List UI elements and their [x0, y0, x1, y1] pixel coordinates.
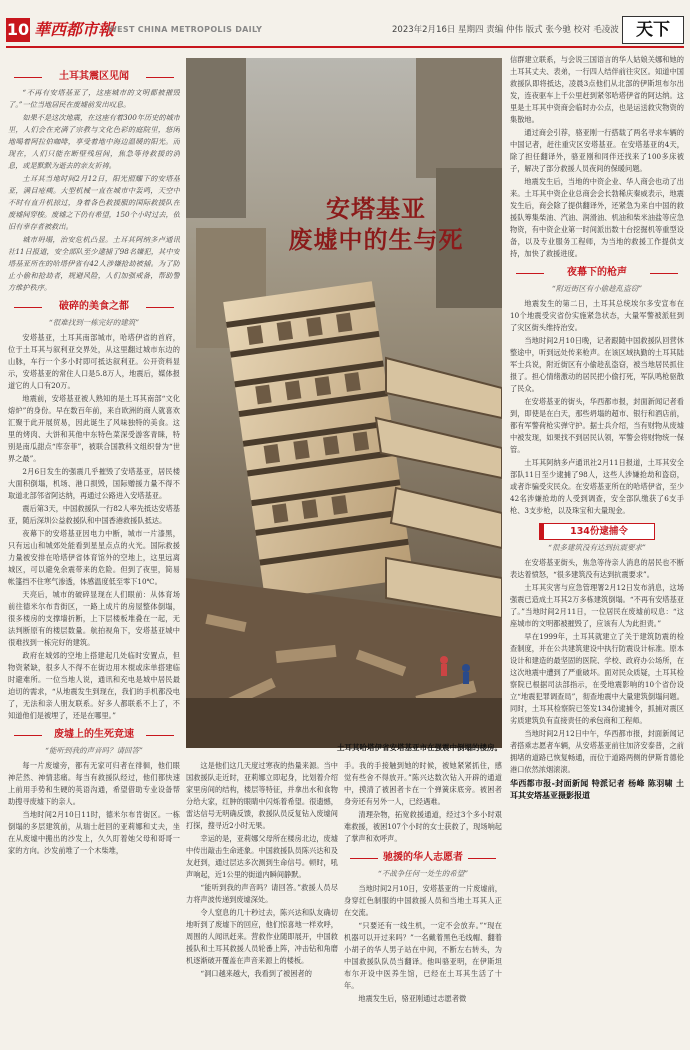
paragraph: 在安塔基亚街头，焦急等待亲人消息的居民也不断表达着愤怒，“很多建筑没有达到抗震要求”。 [510, 558, 684, 579]
paragraph: 震后第3天，中国救援队一行82人率先抵达安塔基亚，随后深圳公益救援队和中国香港救援队抵达。 [8, 504, 180, 525]
section-subtitle: “附近街区有小偷趁乱盗窃” [551, 284, 643, 293]
page-number: 10 [6, 18, 30, 42]
section-title-gunshots: 夜幕下的枪声 [510, 266, 684, 280]
section-title-arrest-warrants: 134份逮捕令 [539, 523, 655, 540]
section-subtitle: “不战争任何一处生的希望” [377, 869, 469, 878]
paragraph: 信群建立联系，与会说三国语言的华人姑娘关娜和她的土耳其丈夫、表弟，一行四人结伴前往灾区。知道中国救援队即将抵达，凌晨3点他们从北部的伊斯坦布尔出发，连夜驱车上千公里赶到紧邻哈塔伊省的阿达纳。这里是土耳其中资商会临时办公点，也是运送救灾物资的集散地。 [510, 55, 684, 124]
paragraph: 如果不是这次地震，在这座有着300年历史的城市里，人们会在充满了宗教与文化色彩的庭院里，悠闲地喝着阿拉伯咖啡，享受着地中海边温暖的阳光。而现在，人们只能在断壁残垣间，焦急等待救援的消息，或是默默为逝去的亲友祈祷。 [8, 113, 180, 170]
header-divider [6, 46, 684, 48]
column-left [8, 54, 180, 1044]
photo-headline [258, 194, 494, 256]
paragraph: 当地时间2月10日11时，德米尔布肯街区。一栋倒塌的多层建筑前，从瑞士赶回的亚莉娜和丈夫，坐在从废墟中搬出的沙发上，久久盯着她父母和哥哥一家的方向。沙发前堆了一个木柴堆， [8, 810, 180, 855]
paragraph: 土耳其灾害与应急管理署2月12日发布消息，这场强震已造成土耳其2万多栋建筑倒塌。“不再有安塔基亚了。”当地时间2月11日，一位居民在废墟前叹息：“这座城市的文明都被摧毁了，应该有人为此担责。” [510, 583, 684, 628]
paragraph: 土耳其当地时间2月12日，阳光照耀下的安塔基亚，满目疮痍。大型机械一直在城市中轰鸣，天空中不时有直升机掠过，身着各色救援服的国际救援队在废墟间穿梭。废墟之下仍有希望，150个小时过去，依旧有幸存者被救出。 [8, 174, 180, 231]
rubble-illustration [186, 58, 502, 748]
headline-line-2: 废墟中的生与死 [288, 226, 464, 254]
section-title-race: 废墟上的生死竞速 [8, 728, 180, 742]
paragraph: 地震发生的第二日，土耳其总统埃尔多安宣布在10个地震受灾省份实施紧急状态，大量军警被派驻到了灾区街头维持治安。 [510, 299, 684, 332]
paragraph: “不再有安塔基亚了，这座城市的文明都被摧毁了。”一位当地居民在废墟前发出叹息。 [8, 88, 180, 109]
paragraph: 安塔基亚，土耳其南部城市，哈塔伊省的首府，位于土耳其与叙利亚交界处，从这里翻过城市东边的山脉，车行一个多小时即可抵达叙利亚。公开资料显示，安塔基亚的常住人口是5.8万人，地震后，媒体报道它的人口有20万。 [8, 333, 180, 390]
headline-line-1: 安塔基亚 [326, 195, 426, 223]
paragraph: 在安塔基亚的街头，华西都市报，封面新闻记者看到，即使是在白天，那些坍塌的超市、银行和酒店前，都有军警荷枪实弹守护。据士兵介绍，当有财物从废墟中被发现，如果找不到居民认领，军警会将财物统一保管。 [510, 397, 684, 454]
section-title-volunteers: 驰援的华人志愿者 [344, 851, 502, 865]
paragraph: 这是他们这几天度过寒夜的热量来源。当中国救援队走近时，亚莉娜立即起身，比划着介绍家里房间的结构，楼层等特征，并拿出水和食物分给大家，红肿的眼睛中闪烁着希望。很遗憾，雷达信号无明确反馈，救援队员反复钻入废墟间打探，搜寻近2小时无果。 [186, 761, 338, 830]
paragraph: 城市坍塌，治安危机凸显。土耳其阿纳多卢通讯社11日报道，安全部队至少逮捕了98名嫌犯，其中安塔基亚所在的哈塔伊省有42人涉嫌抢劫被捕。为了防止小偷和抢劫者，规避风险，人们加强戒备，帮助警方维护秩序。 [8, 235, 180, 292]
column-right [510, 54, 684, 1044]
page-header [0, 0, 690, 44]
paragraph: 夜幕下的安塔基亚因电力中断，城市一片漆黑，只有远山和城郊处能看到星星点点的火光。国际救援力量被安排在哈塔伊省体育馆外的空地上，这里远离城区，可以避免余震带来的危险。但到了夜里，简易帐篷挡不住寒气渗透，体感温度低至零下10℃。 [8, 529, 180, 586]
paragraph: 地震前，安塔基亚被人熟知的是土耳其南部“文化熔炉”的身份。早在数百年前，来自欧洲的商人就喜欢汇聚于此开展贸易，因此诞生了风味独特的美食。这里的烤肉、大饼和其他中东特色菜深受游客青睐，特别是南瓜甜点“库奈菲”，被联合国教科文组织誉为“世界之最”。 [8, 394, 180, 463]
column-center-right [344, 760, 502, 1044]
photo-caption: 土耳其哈塔伊省安塔基亚市在强震中倒塌的楼房。 [337, 743, 502, 752]
section-title-food-capital: 破碎的美食之都 [8, 300, 180, 314]
paper-name-english: WEST CHINA METROPOLIS DAILY [108, 25, 263, 34]
paragraph: “能听到我的声音吗？请回答。”救援人员尽力将声波传递到废墟深处。 [186, 883, 338, 904]
paragraph: 通过商会引荐，骆亚刚一行搭载了两名寻求车辆的中国记者，赶往重灾区安塔基亚。在安塔基亚的4天，除了担任翻译外，骆亚刚和同伴还找来了100多床被子，解决了部分救援人员夜间的保暖问题。 [510, 128, 684, 173]
issue-info: 2023年2月16日 星期四 责编 仲伟 版式 张今驰 校对 毛凌波 [392, 25, 619, 35]
paragraph: 清理杂物，拓宽救援通道，经过3个多小时艰难救援，被困107个小时的女士获救了，现场响起了掌声和欢呼声。 [344, 810, 502, 843]
paragraph: 2月6日发生的强震几乎摧毁了安塔基亚，居民楼大面积倒塌，机场、港口损毁，国际赠援力量不得不取道北部邻省阿达纳，再通过公路进入安塔基亚。 [8, 467, 180, 500]
paragraph: “只要还有一线生机，一定不会放弃。”“现在机器可以开过来吗？”一名戴着黑色毛线帽、翻着小胡子的华人男子站在中间，不断左右转头，为中国救援队队员当翻译。他叫骆亚明，在伊斯坦布尔开设中医养生馆，已经在土耳其生活了十年。 [344, 921, 502, 990]
paragraph: 天亮后，城市的破碎显现在人们眼前：从体育场前往德米尔布肯街区，一路上成片的房屋整体倒塌，很多楼房的支撑墙折断，上下层楼板堆叠在一起，无法判断原有的楼层数量。航拍视角下，安塔基亚城中很难找到一栋完好的建筑。 [8, 590, 180, 647]
paper-logo: 華西都市報 [34, 20, 115, 39]
paragraph: 当地时间2月10日晚，记者跟随中国救援队回营休整途中，听到远处传来枪声。在该区域执勤的土耳其陆军士兵说，附近街区有小偷趁乱盗窃，被当地居民抓住报了。担心情绪激动的居民把小偷打死，军队鸣枪驱散了民众。 [510, 336, 684, 393]
byline-credit: 华西都市报-封面新闻 特派记者 杨峰 陈羽啸 土耳其安塔基亚摄影报道 [510, 779, 684, 800]
paragraph: “洞口越来越大，我看到了被困者的 [200, 969, 312, 978]
section-title-scene: 土耳其震区见闻 [8, 70, 180, 84]
paragraph: 地震发生后，当地的中资企业、华人商会也动了出来。土耳其中资企业总商会会长勃稀庆秦威表示，地震发生后，商会除了提供翻译外，还紧急为来自中国的救援队筹集柴油、汽油、润滑油、机油和柴米油盐等应急物资，有中资企业第一时间派出数十台挖掘机等重型设备，以及专业服务工程师，为当地的救援工作提供支持，加快了救援进度。 [510, 177, 684, 258]
paragraph: 土耳其阿纳多卢通讯社2月11日报道，土耳其安全部队11日至少逮捕了98人，这些人涉嫌抢劫和盗窃，或者诈骗受灾民众。在安塔基亚所在的哈塔伊省，至少42名涉嫌抢劫的人受到调查，安全部队缴获了6支手枪、3支步枪，以及珠宝和大量现金。 [510, 458, 684, 515]
lead-photo-collapsed-buildings [186, 58, 502, 748]
paragraph: 政府在城郊的空地上搭建起几处临时安置点，但物资紧缺，很多人不得不在街边用木棍或床单搭建临时避难所。一位当地人说，通讯和充电是城中居民最迫切的需求，“从地震发生到现在，我们的手机都没电了，无法和亲人朋友联系。好多人都联系不上了，不知道他们是被埋了，还是在哪里。” [8, 651, 180, 720]
paragraph: 每一片废墟旁，都有无家可归者在徘徊，他们眼神茫然、神情悲痛。每当有救援队经过，他们都快速上前用手势和生硬的英语沟通，希望借助专业设备帮助搜寻废墟下的亲人。 [8, 761, 180, 806]
paragraph: 手。我的手接触到她的时候，被她紧紧抓住，感觉有些舍不得放开。”陈兴达数次钻入开辟的通道中，摸清了被困者卡在一个弹簧床底旁。被困者身旁还有另外一人，已经遇难。 [344, 761, 502, 806]
column-center-left [186, 760, 338, 1044]
section-subtitle: “能听到我的声音吗？请回答” [45, 746, 143, 755]
paragraph: 幸运的是，亚莉娜父母所在楼房北边，废墟中传出敲击生命迹象。中国救援队员陈兴达和及友赶到，通过层达多次测到生命信号。顿时，吼声响起，近1公里的街道内瞬间静默。 [186, 834, 338, 879]
section-subtitle: “很难找到一栋完好的建筑” [48, 318, 140, 327]
paragraph: 当地时间2月10日，安塔基亚的一片废墟前，身穿红色制服的中国救援人员和当地土耳其人正在交流。 [344, 884, 502, 917]
paragraph: 早在1999年，土耳其就建立了关于建筑防震的检查制度，并在公共建筑建设中执行防震设计标准。原本设计和建造的最坚固的医院、学校、政府办公场所，在这次地震中遭到了严重破坏。面对民众质疑，土耳其检察院已根据司法部指示，在受地震影响的10个省份设立“地震犯罪调查局”，彻查地震中大量建筑倒塌问题。同时，土耳其检察院已签发134份逮捕令，抓捕对震区劣质建筑负有直接责任的承包商和工程师。 [510, 632, 684, 725]
paragraph: 当地时间2月12日中午，华西都市报，封面新闻记者搭乘志愿者车辆，从安塔基亚前往加济安泰普，之前拥堵的道路已恢复畅通，而位于道路两侧的伊斯肯德伦港口依然浓烟滚滚。 [510, 729, 684, 774]
paragraph: 地震发生后，骆亚刚通过志愿者微 [358, 994, 467, 1003]
section-subtitle: “很多建筑没有达到抗震要求” [548, 543, 646, 552]
paragraph: 令人窒息的几十秒过去，陈兴达和队友确切地听到了废墟下的回应，他们惊喜地一样欢呼，周围的人闻讯赶来。营救作业随即展开，中国救援队和土耳其救援人员轮番上阵，冲击钻和角磨机逐渐破开覆盖在声音来源上的楼板。 [186, 908, 338, 965]
section-label: 天下 [622, 16, 684, 44]
